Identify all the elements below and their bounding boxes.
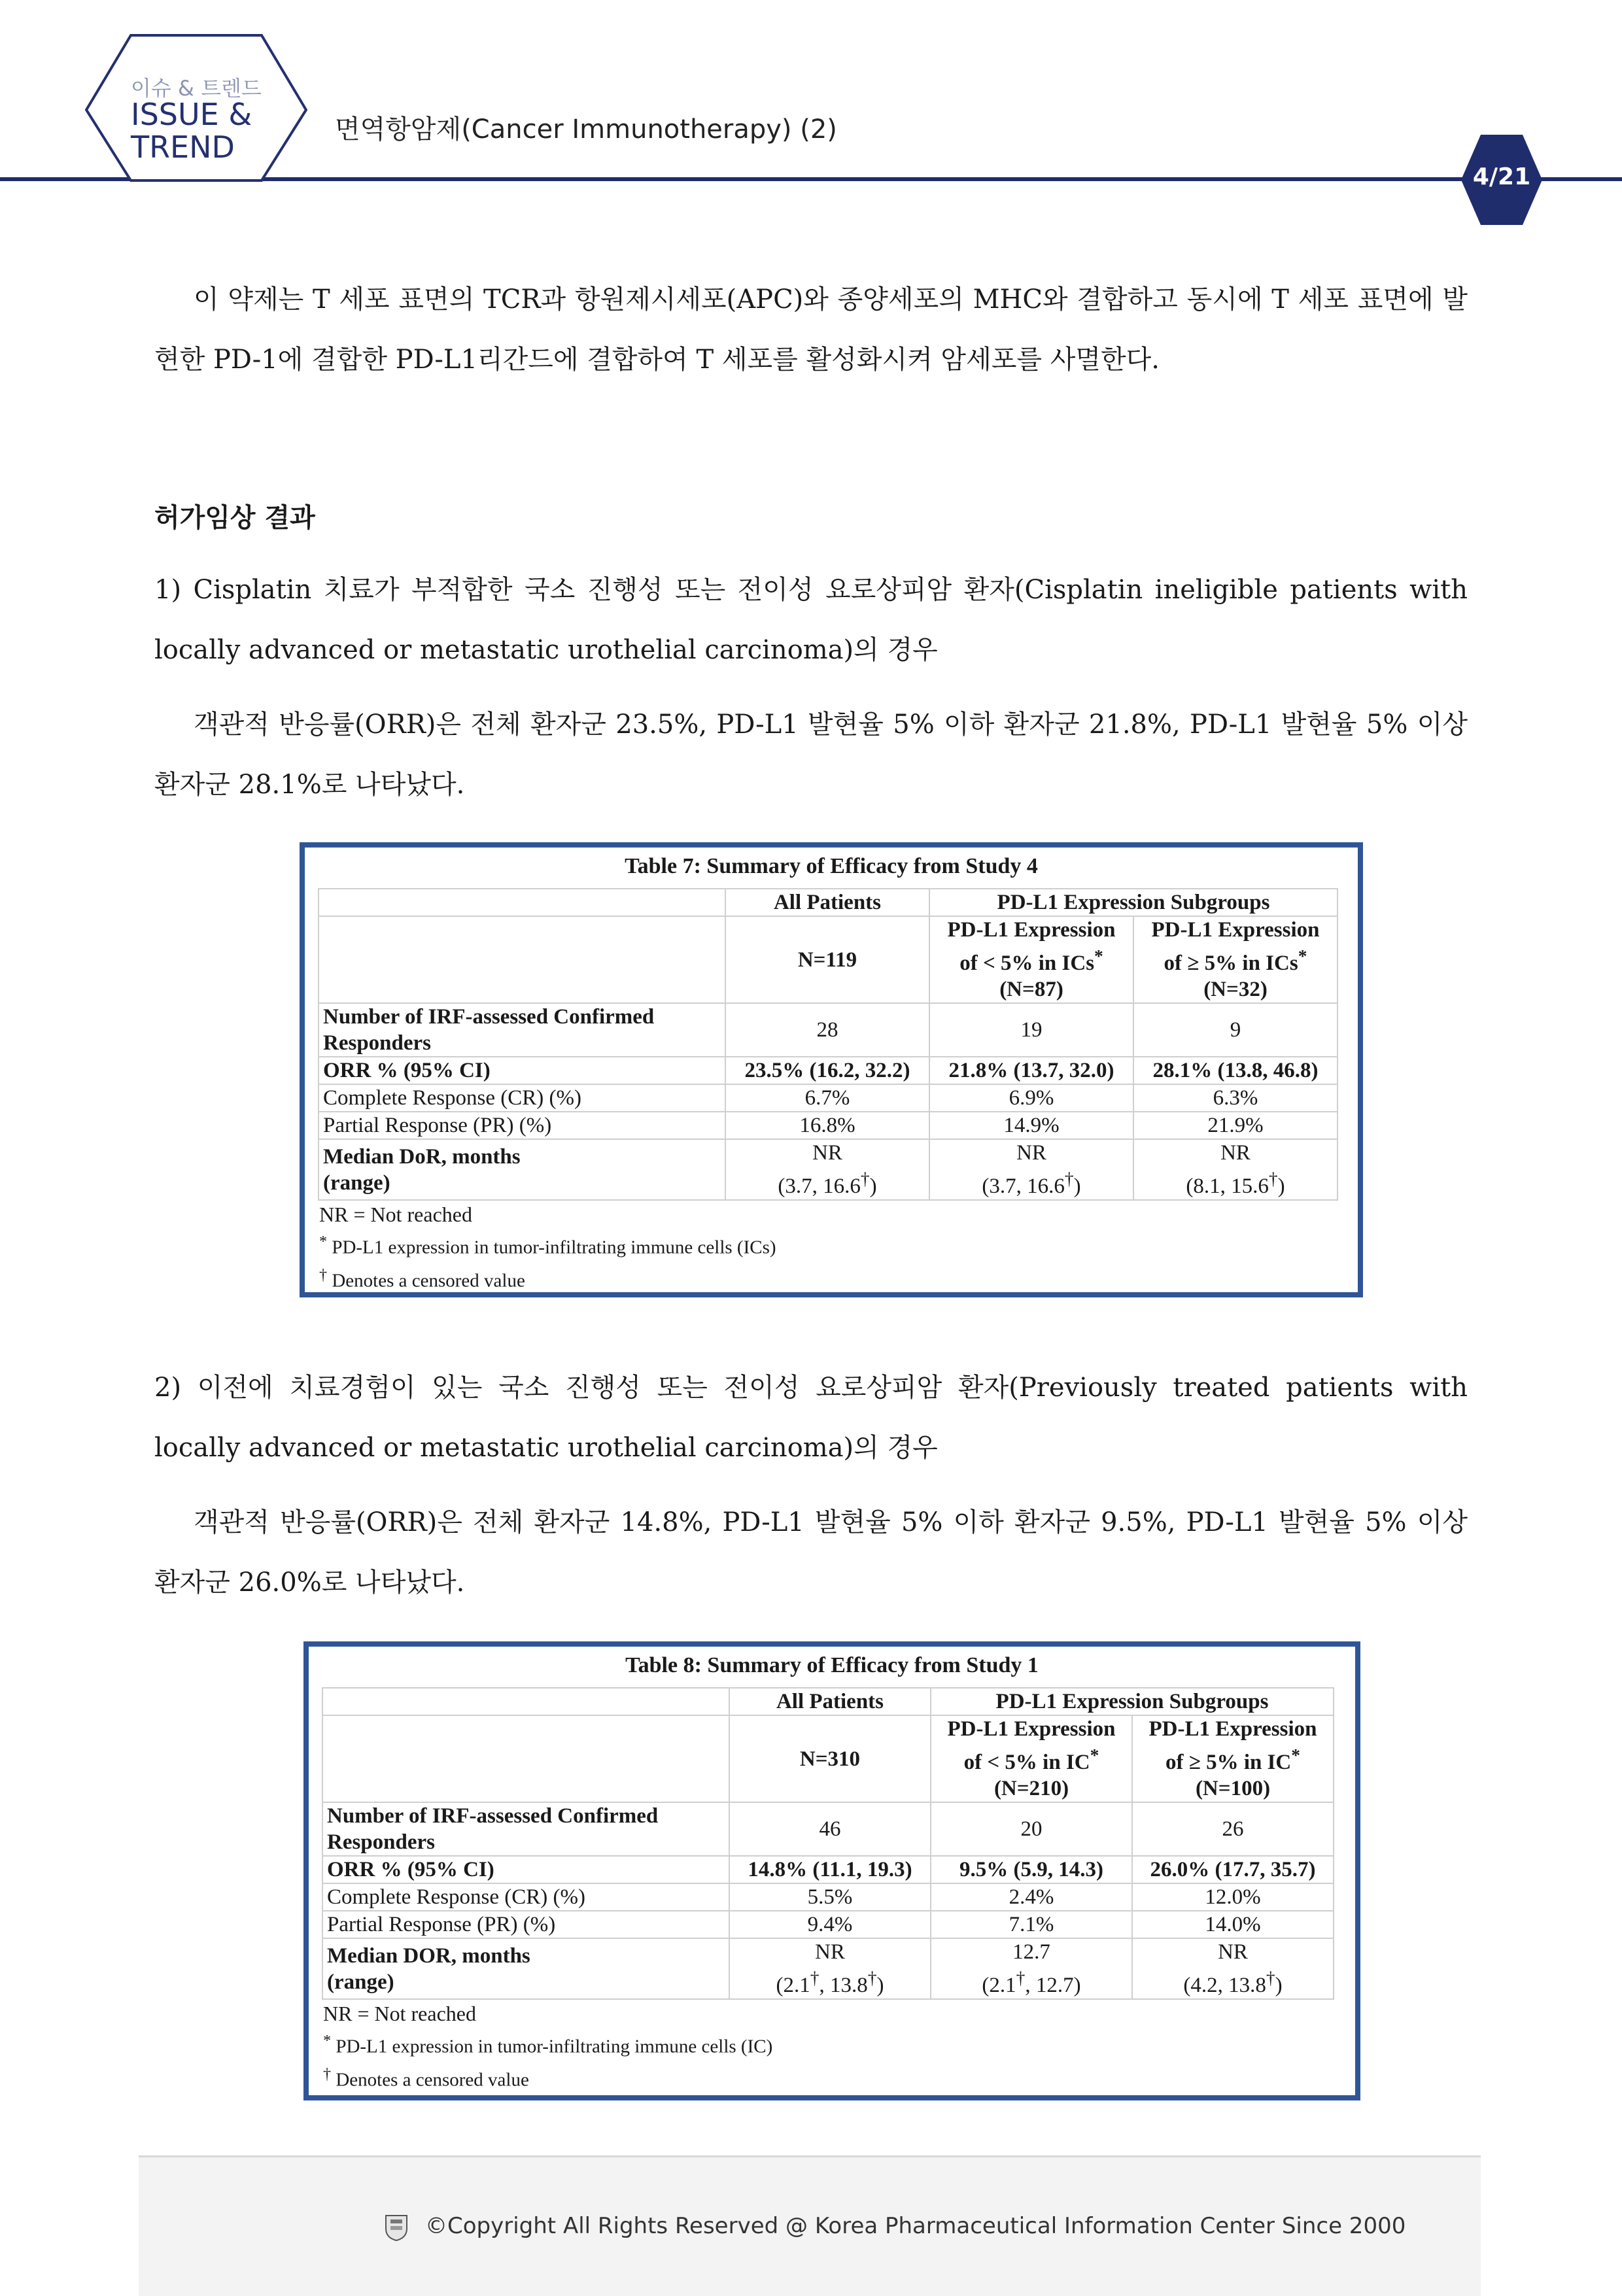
section-heading: 허가임상 결과 xyxy=(154,502,315,533)
table8-caption: Table 8: Summary of Efficacy from Study 1 xyxy=(625,1653,1039,1677)
table8-footnote-censored: † Denotes a censored value xyxy=(323,2065,529,2091)
page-number: 4/21 xyxy=(1472,163,1531,190)
table-cell: NR (3.7, 16.6†) xyxy=(929,1139,1133,1200)
table-cell: 6.3% xyxy=(1133,1084,1337,1112)
table-cell: 2.4% xyxy=(931,1883,1132,1911)
table-cell: 16.8% xyxy=(725,1112,929,1139)
table-cell: 21.8% (13.7, 32.0) xyxy=(929,1057,1133,1084)
badge-issue-label: ISSUE & xyxy=(131,97,252,132)
table8-box xyxy=(303,1641,1360,2100)
item2-title: 2) 이전에 치료경험이 있는 국소 진행성 또는 전이성 요로상피암 환자(Previously treated patients with locally advanced or metastatic urothelial carcinoma)의 경우 xyxy=(154,1373,1468,1463)
table8 xyxy=(322,1687,1334,2000)
intro-paragraph: 이 약제는 T 세포 표면의 TCR과 항원제시세포(APC)와 종양세포의 MHC와 결합하고 동시에 T 세포 표면에 발현한 PD-1에 결합한 PD-L1리간드에 결합하여 T 세포를 활성화시켜 암세포를 사멸한다. xyxy=(154,284,1468,375)
table-cell: 26 xyxy=(1132,1802,1334,1856)
row-label: ORR % (95% CI) xyxy=(322,1856,729,1883)
issue-trend-badge xyxy=(85,34,307,182)
table8-footnote-ic: * PD-L1 expression in tumor-infiltrating immune cells (IC) xyxy=(323,2032,773,2057)
item1-result: 객관적 반응률(ORR)은 전체 환자군 23.5%, PD-L1 발현율 5% 이하 환자군 21.8%, PD-L1 발현율 5% 이상 환자군 28.1%로 나타났다. xyxy=(154,710,1468,800)
n-all: N=119 xyxy=(725,916,929,1003)
table7 xyxy=(318,888,1338,1201)
table-row xyxy=(319,889,1337,916)
table-row xyxy=(322,1911,1334,1938)
table-row xyxy=(322,1938,1334,1999)
row-label: Median DOR, months (range) xyxy=(322,1938,729,1999)
table-row xyxy=(322,1883,1334,1911)
table-row xyxy=(322,1856,1334,1883)
table-cell: 28.1% (13.8, 46.8) xyxy=(1133,1057,1337,1084)
table-cell: 6.9% xyxy=(929,1084,1133,1112)
table7-footnote-nr: NR = Not reached xyxy=(319,1203,472,1226)
table-cell: 28 xyxy=(725,1003,929,1057)
table7-footnote-censored: † Denotes a censored value xyxy=(319,1265,525,1292)
table-row xyxy=(322,1688,1334,1715)
item1-title: 1) Cisplatin 치료가 부적합한 국소 진행성 또는 전이성 요로상피암 환자(Cisplatin ineligible patients with locally advanced or metastatic urothelial carcinoma)의 경우 xyxy=(154,575,1468,665)
table-cell: 46 xyxy=(729,1802,931,1856)
document-title: 면역항암제(Cancer Immunotherapy) (2) xyxy=(335,114,837,145)
row-label: Median DoR, months (range) xyxy=(319,1139,725,1200)
row-label: Number of IRF-assessed Confirmed Responders xyxy=(319,1003,725,1057)
subgroup-low-header: PD-L1 Expression of < 5% in IC* (N=210) xyxy=(931,1715,1132,1802)
badge-trend-label: TREND xyxy=(131,129,235,165)
table-row xyxy=(319,1112,1337,1139)
table-row xyxy=(319,1139,1337,1200)
header-subgroups: PD-L1 Expression Subgroups xyxy=(931,1688,1334,1715)
header-all-patients: All Patients xyxy=(725,889,929,916)
table-row xyxy=(322,1802,1334,1856)
table-cell: NR (4.2, 13.8†) xyxy=(1132,1938,1334,1999)
header-subgroups: PD-L1 Expression Subgroups xyxy=(929,889,1337,916)
table-row xyxy=(319,1057,1337,1084)
table-cell: 12.0% xyxy=(1132,1883,1334,1911)
copyright-text: ©Copyright All Rights Reserved @ Korea Pharmaceutical Information Center Since 2000 xyxy=(425,2213,1406,2239)
table-cell: 14.0% xyxy=(1132,1911,1334,1938)
table-row xyxy=(319,1084,1337,1112)
table-row xyxy=(319,916,1337,1003)
item2-result: 객관적 반응률(ORR)은 전체 환자군 14.8%, PD-L1 발현율 5% 이하 환자군 9.5%, PD-L1 발현율 5% 이상 환자군 26.0%로 나타났다. xyxy=(154,1507,1468,1598)
table8-footnote-nr: NR = Not reached xyxy=(323,2002,476,2025)
table-cell: 14.8% (11.1, 19.3) xyxy=(729,1856,931,1883)
row-label: Partial Response (PR) (%) xyxy=(322,1911,729,1938)
kpic-shield-icon xyxy=(383,2213,409,2242)
table-cell: 26.0% (17.7, 35.7) xyxy=(1132,1856,1334,1883)
n-all: N=310 xyxy=(729,1715,931,1802)
table-cell: NR (2.1†, 13.8†) xyxy=(729,1938,931,1999)
table-cell: 7.1% xyxy=(931,1911,1132,1938)
badge-korean-label: 이슈 & 트렌드 xyxy=(131,76,262,101)
row-label: ORR % (95% CI) xyxy=(319,1057,725,1084)
table7-footnote-ic: * PD-L1 expression in tumor-infiltrating immune cells (ICs) xyxy=(319,1233,776,1258)
table-cell: 5.5% xyxy=(729,1883,931,1911)
table-cell: 23.5% (16.2, 32.2) xyxy=(725,1057,929,1084)
table-row xyxy=(322,1715,1334,1802)
table-row xyxy=(319,1003,1337,1057)
table-cell: 12.7 (2.1†, 12.7) xyxy=(931,1938,1132,1999)
table-cell: 21.9% xyxy=(1133,1112,1337,1139)
table-cell: 9.4% xyxy=(729,1911,931,1938)
row-label: Complete Response (CR) (%) xyxy=(322,1883,729,1911)
table-cell: 20 xyxy=(931,1802,1132,1856)
table-cell: 9.5% (5.9, 14.3) xyxy=(931,1856,1132,1883)
table-cell: 14.9% xyxy=(929,1112,1133,1139)
table-cell: 6.7% xyxy=(725,1084,929,1112)
table-cell: NR (8.1, 15.6†) xyxy=(1133,1139,1337,1200)
subgroup-low-header: PD-L1 Expression of < 5% in ICs* (N=87) xyxy=(929,916,1133,1003)
table-cell: 19 xyxy=(929,1003,1133,1057)
page-number-badge xyxy=(1460,133,1544,226)
table7-caption: Table 7: Summary of Efficacy from Study 4 xyxy=(625,854,1038,878)
row-label: Number of IRF-assessed Confirmed Responders xyxy=(322,1802,729,1856)
header-all-patients: All Patients xyxy=(729,1688,931,1715)
subgroup-high-header: PD-L1 Expression of ≥ 5% in ICs* (N=32) xyxy=(1133,916,1337,1003)
table7-box xyxy=(300,842,1363,1297)
table-cell: 9 xyxy=(1133,1003,1337,1057)
row-label: Complete Response (CR) (%) xyxy=(319,1084,725,1112)
table-cell: NR (3.7, 16.6†) xyxy=(725,1139,929,1200)
row-label: Partial Response (PR) (%) xyxy=(319,1112,725,1139)
subgroup-high-header: PD-L1 Expression of ≥ 5% in IC* (N=100) xyxy=(1132,1715,1334,1802)
